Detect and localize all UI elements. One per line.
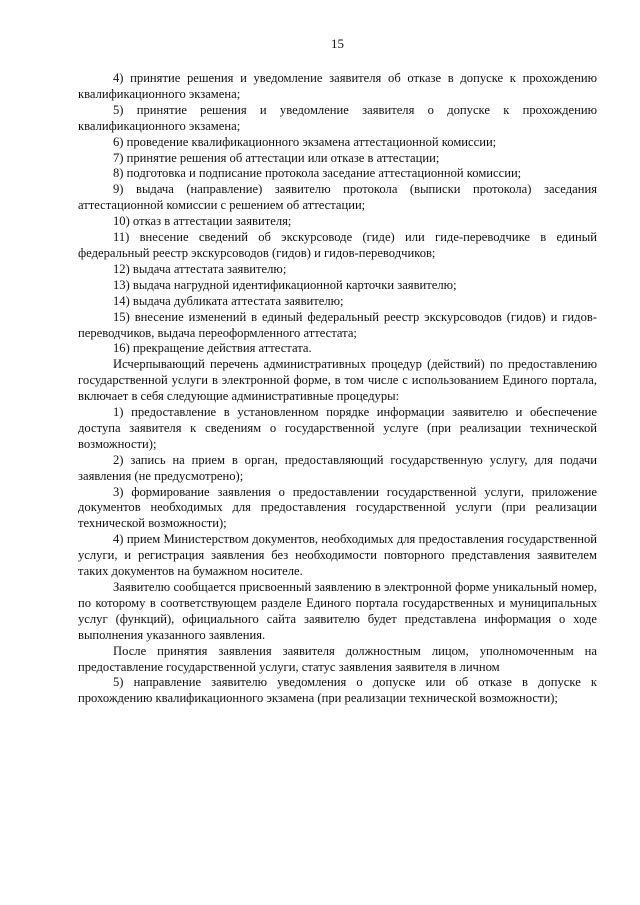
paragraph: 12) выдача аттестата заявителю; bbox=[113, 261, 287, 276]
paragraph: 6) проведение квалификационного экзамена аттестационной комиссии; bbox=[113, 134, 497, 149]
paragraph: 15) внесение изменений в единый федеральный реестр экскурсоводов (гидов) и гидов-переводчиков, выдача переоформленного аттестата; bbox=[78, 309, 597, 340]
paragraph: После принятия заявления заявителя должностным лицом, уполномоченным на предоставление государственной услуги, статус заявления заявителя в личном bbox=[78, 643, 597, 674]
paragraph: 3) формирование заявления о предоставлении государственной услуги, приложение документов необходимых для предоставления государственной услуги (при реализации технической возможности); bbox=[78, 484, 597, 531]
paragraph: 9) выдача (направление) заявителю протокола (выписки протокола) заседания аттестационной комиссии с решением об аттестации; bbox=[78, 182, 597, 213]
paragraph: Исчерпывающий перечень административных процедур (действий) по предоставлению государственной услуги в электронной форме, в том числе с использованием Единого портала, включает в себя следующие административные процедуры: bbox=[78, 357, 597, 404]
paragraph: 4) принятие решения и уведомление заявителя об отказе в допуске к прохождению квалификационного экзамена; bbox=[78, 71, 597, 101]
paragraph: 8) подготовка и подписание протокола заседание аттестационной комиссии; bbox=[113, 166, 522, 181]
paragraph: 16) прекращение действия аттестата. bbox=[113, 341, 312, 356]
paragraph: 2) запись на прием в орган, предоставляющий государственную услугу, для подачи заявления (не предусмотрено); bbox=[78, 452, 597, 483]
paragraph: 11) внесение сведений об экскурсоводе (гиде) или гиде-переводчике в единый федеральный реестр экскурсоводов (гидов) и гидов-переводчиков; bbox=[78, 230, 597, 260]
paragraph: Заявителю сообщается присвоенный заявлению в электронной форме уникальный номер, по которому в соответствующем разделе Единого портала государственных и муниципальных услуг (функций), официального сайта заявителю будет представлена информация о ходе выполнения указанного заявления. bbox=[78, 580, 597, 642]
paragraph: 14) выдача дубликата аттестата заявителю; bbox=[113, 293, 344, 308]
page-number: 15 bbox=[331, 36, 344, 51]
paragraph: 5) принятие решения и уведомление заявителя о допуске к прохождению квалификационного экзамена; bbox=[78, 102, 597, 133]
paragraph: 13) выдача нагрудной идентификационной карточки заявителю; bbox=[113, 277, 457, 292]
paragraph: 5) направление заявителю уведомления о допуске или об отказе в допуске к прохождению квалификационного экзамена (при реализации технической возможности); bbox=[78, 675, 597, 706]
document-body bbox=[78, 71, 597, 707]
paragraph: 4) прием Министерством документов, необходимых для предоставления государственной услуги, и регистрация заявления без необходимости повторного представления заявителем таких документов на бумажном носителе. bbox=[78, 532, 597, 579]
paragraph: 10) отказ в аттестации заявителя; bbox=[113, 214, 292, 229]
paragraph: 7) принятие решения об аттестации или отказе в аттестации; bbox=[113, 150, 440, 165]
paragraph: 1) предоставление в установленном порядке информации заявителю и обеспечение доступа заявителя к сведениям о государственной услуге (при реализации технической возможности); bbox=[78, 405, 597, 451]
